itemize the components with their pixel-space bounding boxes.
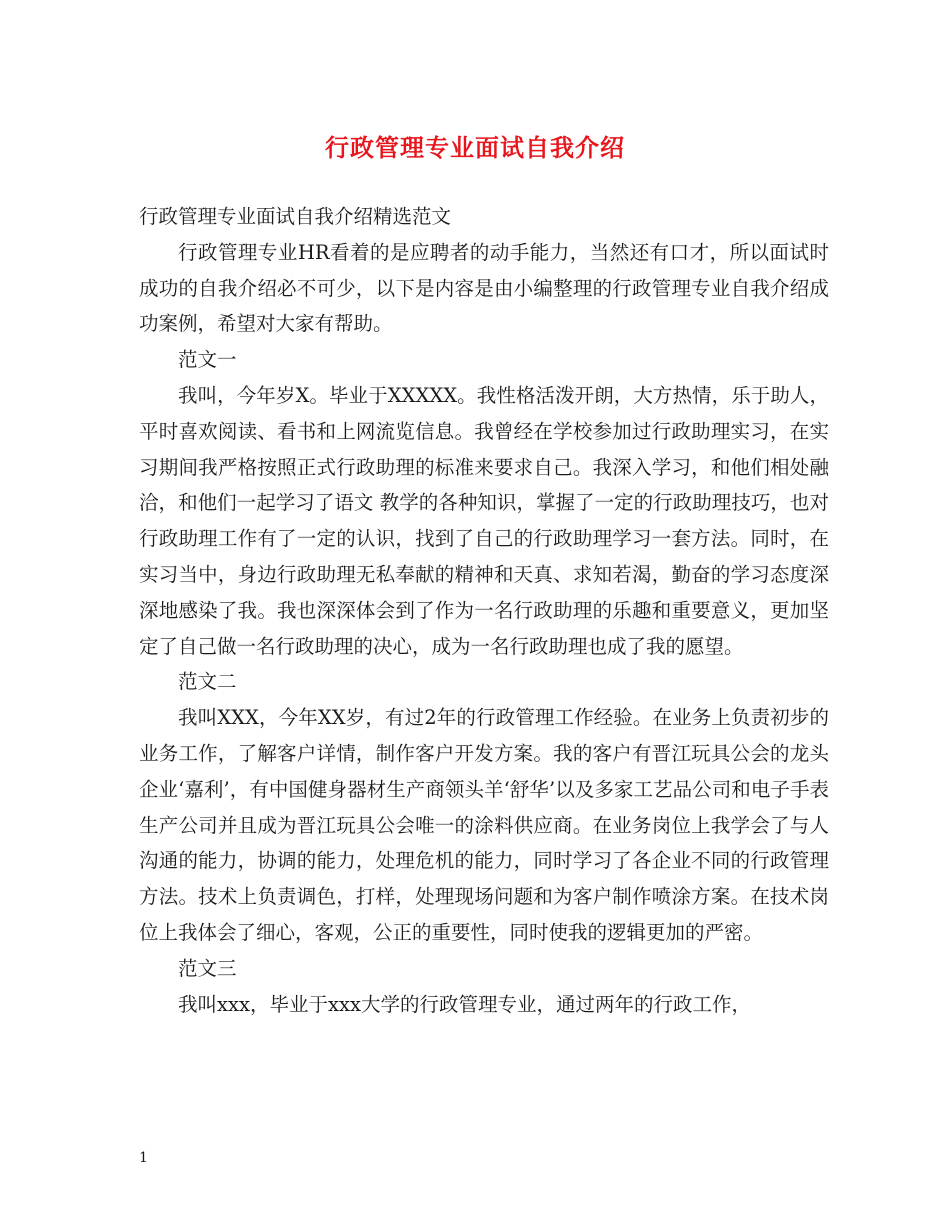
- sample-one-paragraph: 我叫，今年岁X。毕业于XXXXX。我性格活泼开朗，大方热情，乐于助人，平时喜欢阅读、看书和上网流览信息。我曾经在学校参加过行政助理实习，在实习期间我严格按照正式行政助理的标准来要求自己。我深入学习，和他们相处融洽，和他们一起学习了语文 教学的各种知识，掌握了一定的行政助理技巧，也对行政助理工作有了一定的认识，找到了自己的行政助理学习一套方法。同时，在实习当中，身边行政助理无私奉献的精神和天真、求知若渴，勤奋的学习态度深深地感染了我。我也深深体会到了作为一名行政助理的乐趣和重要意义，更加坚定了自己做一名行政助理的决心，成为一名行政助理也成了我的愿望。: [139, 383, 829, 658]
- intro-paragraph: 行政管理专业HR看着的是应聘者的动手能力，当然还有口才，所以面试时成功的自我介绍必不可少，以下是内容是由小编整理的行政管理专业自我介绍成功案例，希望对大家有帮助。: [139, 240, 829, 336]
- section-heading-sample-one: 范文一: [178, 348, 237, 372]
- sample-two-paragraph: 我叫XXX，今年XX岁，有过2年的行政管理工作经验。在业务上负责初步的业务工作，了解客户详情，制作客户开发方案。我的客户有晋江玩具公会的龙头企业‘嘉利’，有中国健身器材生产商领头羊‘舒华’以及多家工艺品公司和电子手表生产公司并且成为晋江玩具公会唯一的涂料供应商。在业务岗位上我学会了与人沟通的能力，协调的能力，处理危机的能力，同时学习了各企业不同的行政管理方法。技术上负责调色，打样，处理现场问题和为客户制作喷涂方案。在技术岗位上我体会了细心，客观，公正的重要性，同时使我的逻辑更加的严密。: [139, 706, 829, 944]
- section-heading-sample-two: 范文二: [178, 670, 237, 694]
- document-subtitle: 行政管理专业面试自我介绍精选范文: [139, 205, 452, 228]
- sample-three-paragraph: 我叫xxx，毕业于xxx大学的行政管理专业，通过两年的行政工作，: [178, 992, 751, 1016]
- document-title: 行政管理专业面试自我介绍: [325, 133, 625, 162]
- document-body: [139, 199, 829, 1022]
- section-heading-sample-three: 范文三: [178, 956, 237, 980]
- page-number: 1: [139, 1150, 148, 1166]
